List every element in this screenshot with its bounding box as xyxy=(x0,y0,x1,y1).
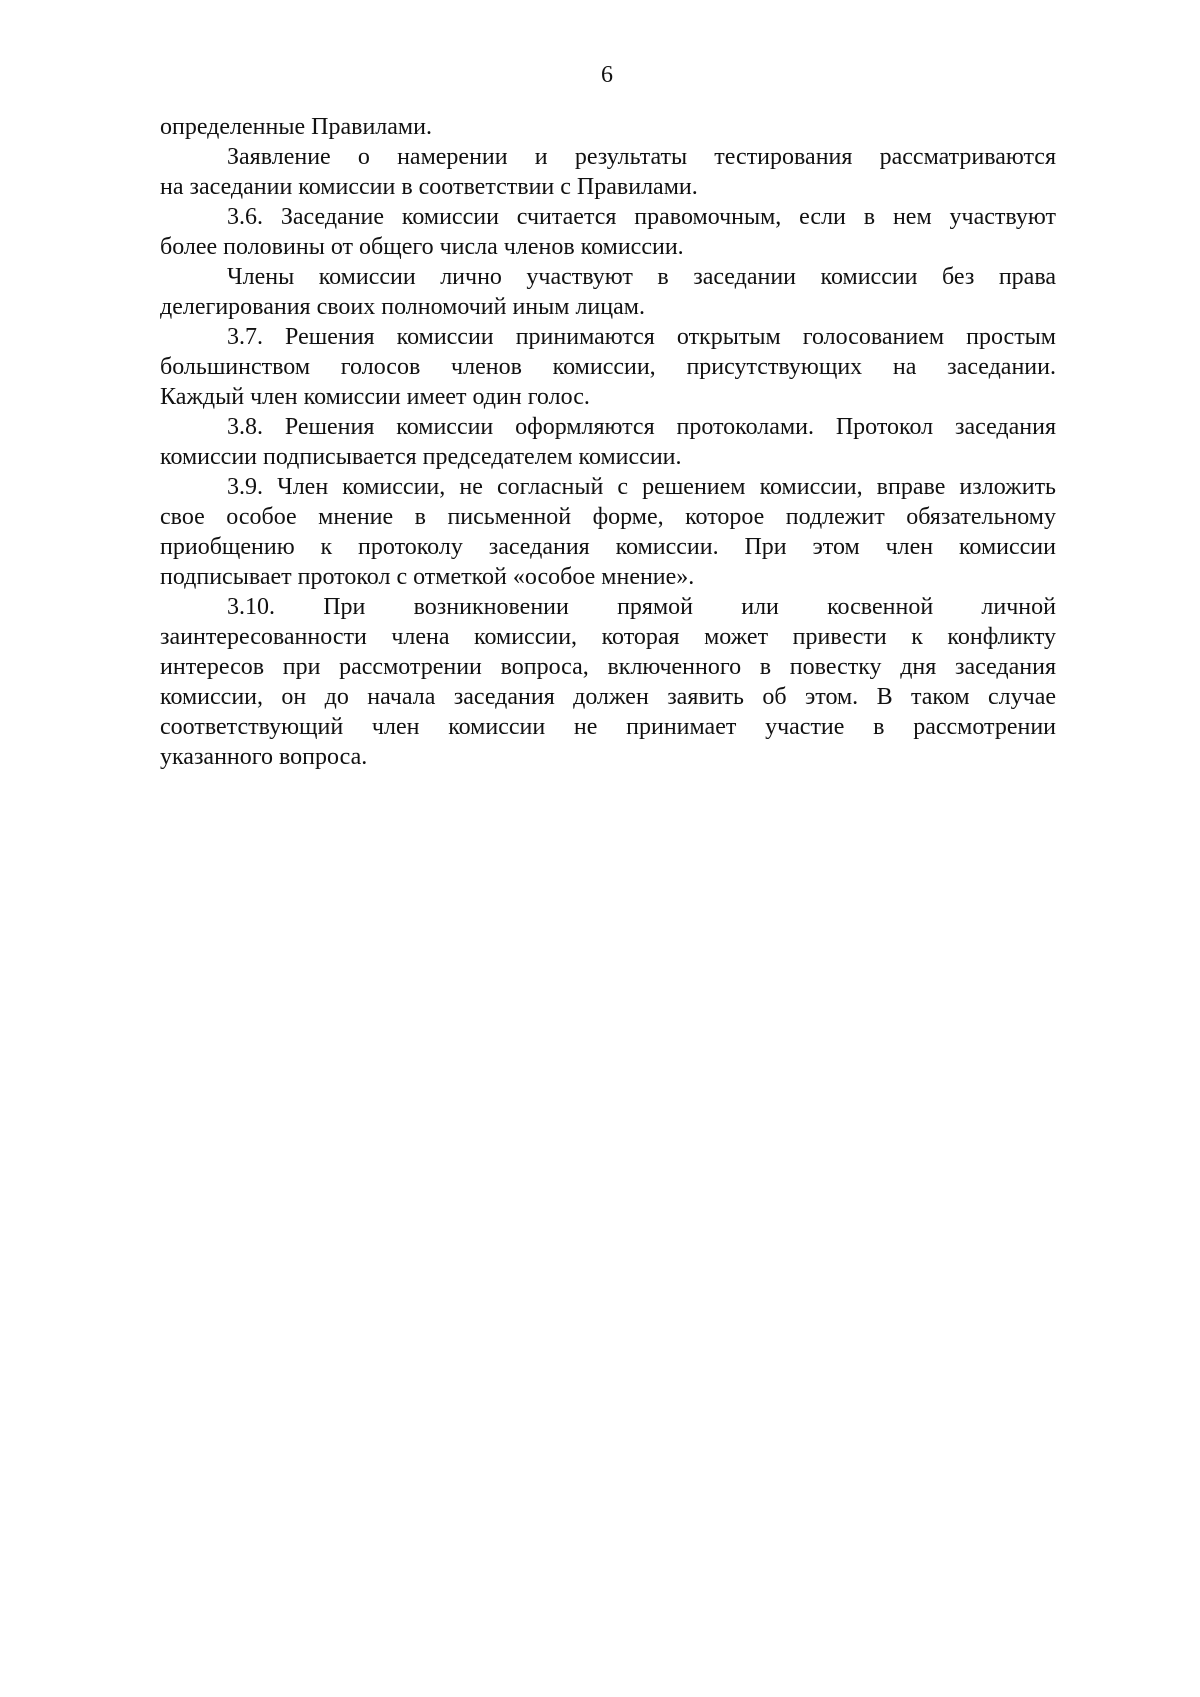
paragraph xyxy=(160,142,1056,202)
paragraph xyxy=(160,412,1056,472)
paragraph xyxy=(160,112,1056,142)
text-line: соответствующий член комиссии не принимает участие в рассмотрении xyxy=(160,714,1056,740)
text-line: подписывает протокол с отметкой «особое мнение». xyxy=(160,564,695,590)
text-line: 3.8. Решения комиссии оформляются протоколами. Протокол заседания xyxy=(227,414,1056,440)
text-line: 3.10. При возникновении прямой или косвенной личной xyxy=(227,594,1056,620)
text-line: свое особое мнение в письменной форме, которое подлежит обязательному xyxy=(160,504,1056,530)
text-line: заинтересованности члена комиссии, которая может привести к конфликту xyxy=(160,624,1056,650)
text-line: указанного вопроса. xyxy=(160,744,368,770)
text-line: комиссии, он до начала заседания должен заявить об этом. В таком случае xyxy=(160,684,1056,710)
text-line: интересов при рассмотрении вопроса, включенного в повестку дня заседания xyxy=(160,654,1056,680)
paragraph xyxy=(160,202,1056,262)
paragraph xyxy=(160,472,1056,592)
page-number: 6 xyxy=(601,62,613,88)
text-line: 3.7. Решения комиссии принимаются открытым голосованием простым xyxy=(227,324,1056,350)
text-line: Заявление о намерении и результаты тестирования рассматриваются xyxy=(227,144,1056,170)
text-line: 3.6. Заседание комиссии считается правомочным, если в нем участвуют xyxy=(227,204,1056,230)
text-line: большинством голосов членов комиссии, присутствующих на заседании. xyxy=(160,354,1056,380)
text-line: делегирования своих полномочий иным лицам. xyxy=(160,294,645,320)
text-line: определенные Правилами. xyxy=(160,114,432,140)
text-line: приобщению к протоколу заседания комиссии. При этом член комиссии xyxy=(160,534,1056,560)
document-body xyxy=(160,112,1056,772)
text-line: Члены комиссии лично участвуют в заседании комиссии без права xyxy=(227,264,1056,290)
text-line: комиссии подписывается председателем комиссии. xyxy=(160,444,682,470)
text-line: на заседании комиссии в соответствии с Правилами. xyxy=(160,174,698,200)
paragraph xyxy=(160,592,1056,772)
text-line: Каждый член комиссии имеет один голос. xyxy=(160,384,590,410)
paragraph xyxy=(160,322,1056,412)
text-line: 3.9. Член комиссии, не согласный с решением комиссии, вправе изложить xyxy=(227,474,1056,500)
paragraph xyxy=(160,262,1056,322)
text-line: более половины от общего числа членов комиссии. xyxy=(160,234,684,260)
